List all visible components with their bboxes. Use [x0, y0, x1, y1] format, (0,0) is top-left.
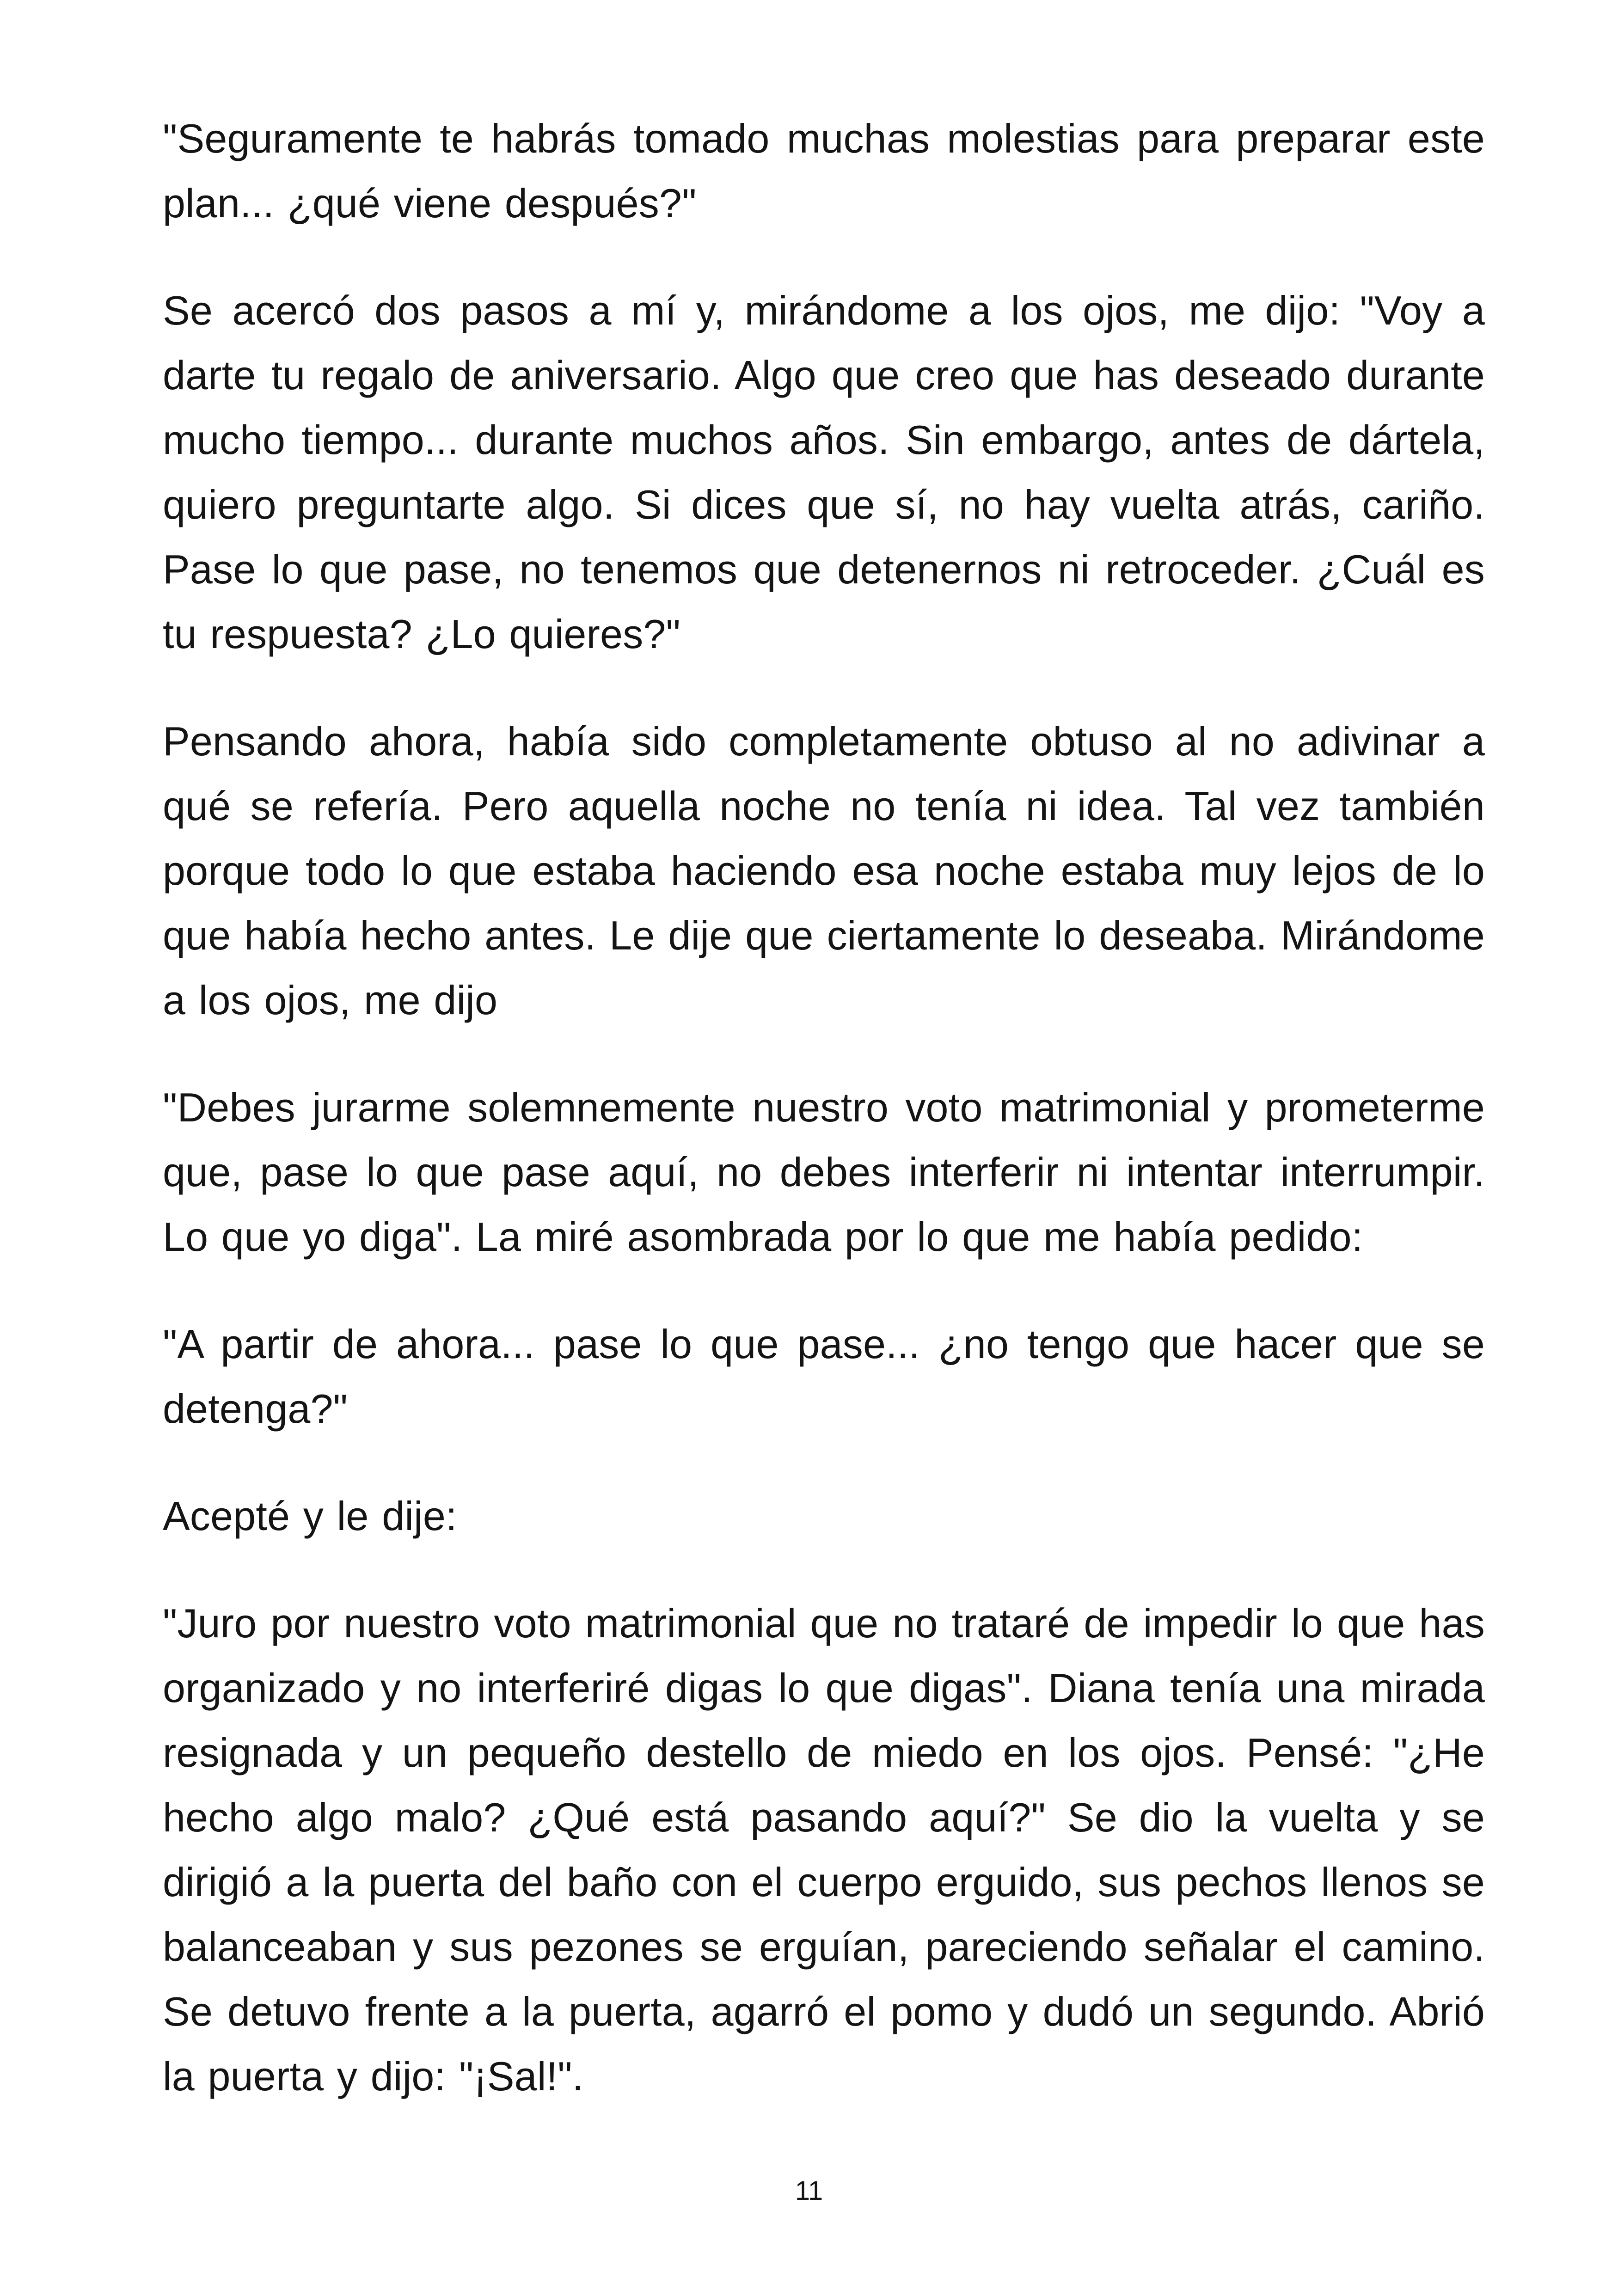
page-number: 11 — [795, 2176, 823, 2206]
paragraph-5: "A partir de ahora... pase lo que pase... ¿no tengo que hacer que se detenga?" — [163, 1321, 1485, 1432]
paragraph-4: "Debes jurarme solemnemente nuestro voto matrimonial y prometerme que, pase lo que pase aquí, no debes interferir ni intentar interrumpir. Lo que yo diga". La miré asombrada por lo que me había pedido: — [163, 1084, 1485, 1260]
paragraph-1: "Seguramente te habrás tomado muchas molestias para preparar este plan... ¿qué viene después?" — [163, 116, 1485, 226]
paragraph-3: Pensando ahora, había sido completamente obtuso al no adivinar a qué se refería. Pero aquella noche no tenía ni idea. Tal vez también porque todo lo que estaba haciendo esa noche estaba muy lejos de lo que había hecho antes. Le dije que ciertamente lo deseaba. Mirándome a los ojos, me dijo — [163, 718, 1485, 1023]
paragraph-2: Se acercó dos pasos a mí y, mirándome a los ojos, me dijo: "Voy a darte tu regalo de aniversario. Algo que creo que has deseado durante mucho tiempo... durante muchos años. Sin embargo, antes de dártela, quiero preguntarte algo. Si dices que sí, no hay vuelta atrás, cariño. Pase lo que pase, no tenemos que detenernos ni retroceder. ¿Cuál es tu respuesta? ¿Lo quieres?" — [163, 288, 1485, 657]
paragraph-6: Acepté y le dije: — [163, 1493, 457, 1539]
body-text — [163, 106, 1485, 2151]
paragraph-7: "Juro por nuestro voto matrimonial que no trataré de impedir lo que has organizado y no interferiré digas lo que digas". Diana tenía una mirada resignada y un pequeño destello de miedo en los ojos. Pensé: "¿He hecho algo malo? ¿Qué está pasando aquí?" Se dio la vuelta y se dirigió a la puerta del baño con el cuerpo erguido, sus pechos llenos se balanceaban y sus pezones se erguían, pareciendo señalar el camino. Se detuvo frente a la puerta, agarró el pomo y dudó un segundo. Abrió la puerta y dijo: "¡Sal!". — [163, 1600, 1485, 2099]
